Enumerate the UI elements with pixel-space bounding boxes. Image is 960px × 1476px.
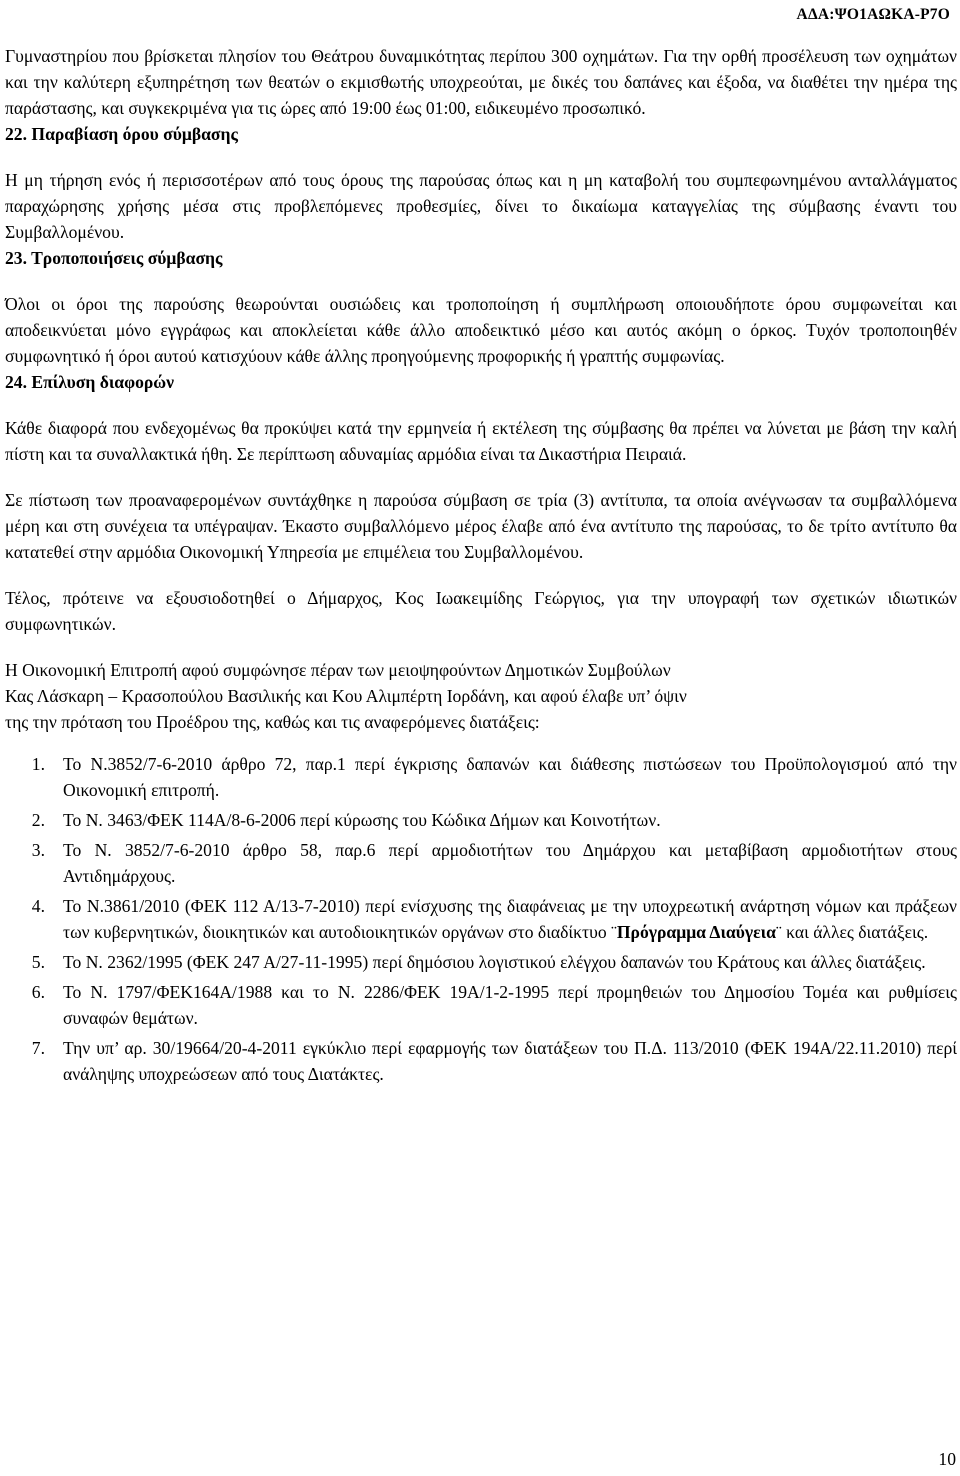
list-item-text: Το Ν. 2362/1995 (ΦΕΚ 247 Α/27-11-1995) περί δημόσιου λογιστικού ελέγχου δαπανών του Κράτους και άλλες διατάξεις. (63, 952, 926, 972)
committee-paragraph (5, 657, 957, 735)
page-number: 10 (938, 1449, 956, 1469)
list-item-number: 6. (31, 982, 45, 1002)
intro-paragraph: Γυμναστηρίου που βρίσκεται πλησίον του Θεάτρου δυναμικότητας περίπου 300 οχημάτων. Για την ορθή προσέλευση των οχημάτων και την καλύτερη εξυπηρέτηση των θεατών ο εκμισθωτής υποχρεούται, με δικές του δαπάνες και έξοδα, να διαθέτει την ημέρα της παράστασης, και συγκεκριμένα για τις ώρες από 19:00 έως 01:00, ειδικευμένο προσωπικό. (5, 46, 957, 118)
list-item-number: 5. (31, 952, 45, 972)
list-item (5, 949, 957, 975)
section-text-22: Η μη τήρηση ενός ή περισσοτέρων από τους όρους της παρούσας όπως και η μη καταβολή του συμπεφωνημένου ανταλλάγματος παραχώρησης χρήσης μέσα στις προβλεπόμενες προθεσμίες, δίνει το δικαίωμα καταγγελίας της σύμβασης έναντι του Συμβαλλομένου. (5, 170, 957, 242)
document-code: ΑΔΑ:ΨΟ1ΑΩΚΑ-Ρ7Ο (796, 6, 950, 23)
list-item (5, 1035, 957, 1087)
list-item-text (63, 893, 957, 945)
list-item-text: Το Ν. 3463/ΦΕΚ 114Α/8-6-2006 περί κύρωσης του Κώδικα Δήμων και Κοινοτήτων. (63, 810, 661, 830)
section-text-24: Κάθε διαφορά που ενδεχομένως θα προκύψει κατά την ερμηνεία ή εκτέλεση της σύμβασης θα πρέπει να λύνεται με βάση την καλή πίστη και τα συναλλακτικά ήθη. Σε περίπτωση αδυναμίας αρμόδια είναι τα Δικαστήρια Πειραιά. (5, 418, 957, 464)
list-item-text: Την υπ’ αρ. 30/19664/20-4-2011 εγκύκλιο περί εφαρμογής των διατάξεων του Π.Δ. 113/2010 (ΦΕΚ 194Α/22.11.2010) περί ανάληψης υποχρεώσεων από τους Διατάκτες. (63, 1038, 957, 1084)
list-item-number: 3. (31, 840, 45, 860)
list-item-number: 1. (31, 754, 45, 774)
closing-paragraph-copies: Σε πίστωση των προαναφερομένων συντάχθηκε η παρούσα σύμβαση σε τρία (3) αντίτυπα, τα οποία ανέγνωσαν τα συμβαλλόμενα μέρη και στη συνέχεια τα υπέγραψαν. Έκαστο συμβαλλόμενο μέρος έλαβε από ένα αντίτυπο της παρούσας, το δε τρίτο αντίτυπο θα κατατεθεί στην αρμόδια Οικονομική Υπηρεσία με επιμέλεια του Συμβαλλομένου. (5, 490, 957, 562)
list-item-text: Το Ν.3852/7-6-2010 άρθρο 72, παρ.1 περί έγκρισης δαπανών και διάθεσης πιστώσεων του Προϋπολογισμού από την Οικονομική επιτροπή. (63, 754, 957, 800)
committee-line: της την πρόταση του Προέδρου της, καθώς και τις αναφερόμενες διατάξεις: (5, 712, 540, 732)
section-heading-22: 22. Παραβίαση όρου σύμβασης (5, 124, 238, 144)
list-item-number: 4. (31, 896, 45, 916)
legal-provisions-list (5, 751, 957, 1087)
list-item-text-end: ¨ και άλλες διατάξεις. (775, 922, 929, 942)
list-item-number: 2. (31, 810, 45, 830)
program-name-bold: Πρόγραμμα Διαύγεια (616, 922, 776, 942)
list-item (5, 893, 957, 945)
list-item-number: 7. (31, 1038, 45, 1058)
list-item-text: Το Ν. 3852/7-6-2010 άρθρο 58, παρ.6 περί αρμοδιοτήτων του Δημάρχου και μεταβίβαση αρμοδιοτήτων στους Αντιδημάρχους. (63, 840, 957, 886)
section-heading-24: 24. Επίλυση διαφορών (5, 372, 175, 392)
list-item (5, 979, 957, 1031)
section-heading-23: 23. Τροποποιήσεις σύμβασης (5, 248, 223, 268)
closing-paragraph-authorization: Τέλος, πρότεινε να εξουσιοδοτηθεί ο Δήμαρχος, Κος Ιωακειμίδης Γεώργιος, για την υπογραφή των σχετικών ιδιωτικών συμφωνητικών. (5, 588, 957, 634)
committee-line: Η Οικονομική Επιτροπή αφού συμφώνησε πέραν των μειοψηφούντων Δημοτικών Συμβούλων (5, 660, 671, 680)
section-text-23: Όλοι οι όροι της παρούσης θεωρούνται ουσιώδεις και τροποποίηση ή συμπλήρωση οποιουδήποτε όρου συμφωνείται και αποδεικνύεται μόνο εγγράφως και αποκλείεται κάθε άλλο αποδεικτικό μέσο και αυτός ακόμη ο όρκος. Τυχόν τροποποιηθέν συμφωνητικό ή όροι αυτού κατισχύουν κάθε άλλης προηγούμενης προφορικής ή γραπτής συμφωνίας. (5, 294, 957, 366)
list-item (5, 837, 957, 889)
committee-line: Κας Λάσκαρη – Κρασοπούλου Βασιλικής και Κου Αλιμπέρτη Ιορδάνη, και αφού έλαβε υπ’ όψιν (5, 686, 687, 706)
document-body (5, 43, 957, 1091)
list-item (5, 807, 957, 833)
list-item (5, 751, 957, 803)
list-item-text-start: Το Ν.3861/2010 (ΦΕΚ 112 Α/13-7-2010) περί ενίσχυσης της διαφάνειας με την υποχρεωτική ανάρτηση νόμων και πράξεων των κυβερνητικών, διοικητικών και αυτοδιοικητικών οργάνων στο διαδίκτυο ¨ (63, 896, 957, 942)
list-item-text: Το Ν. 1797/ΦΕΚ164Α/1988 και το Ν. 2286/ΦΕΚ 19Α/1-2-1995 περί προμηθειών του Δημοσίου Τομέα και ρυθμίσεις συναφών θεμάτων. (63, 982, 957, 1028)
